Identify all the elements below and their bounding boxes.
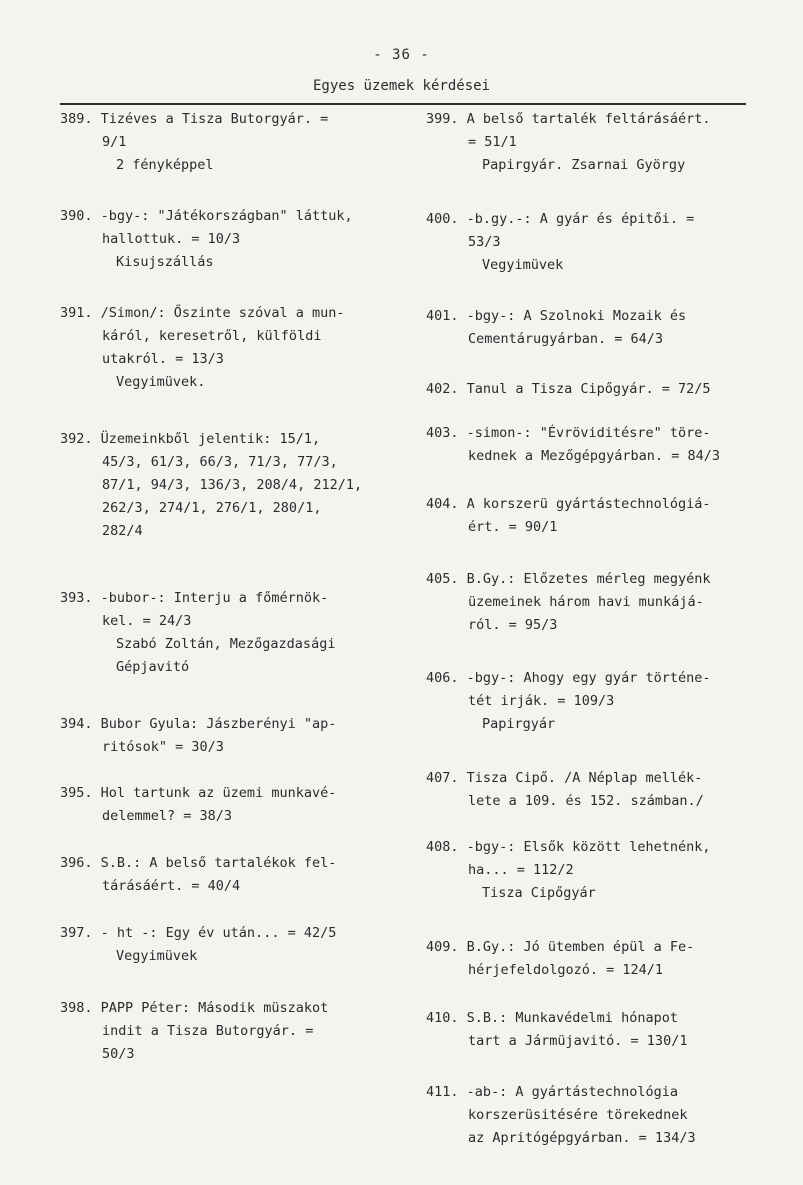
entry-line: Vegyimüvek.	[116, 374, 206, 390]
entry-line: 9/1	[102, 134, 127, 150]
entry-line: utakról. = 13/3	[102, 351, 224, 367]
entry-line: delemmel? = 38/3	[102, 808, 233, 824]
entry-line: 394. Bubor Gyula: Jászberényi "ap-	[60, 716, 337, 732]
right-entry	[426, 108, 710, 177]
entry-line: 407. Tisza Cipő. /A Néplap mellék-	[426, 770, 703, 786]
entry-line: 390. -bgy-: "Játékországban" láttuk,	[60, 208, 353, 224]
entry-line: 408. -bgy-: Elsők között lehetnénk,	[426, 839, 711, 855]
right-entry	[426, 1081, 696, 1150]
entry-line: 398. PAPP Péter: Második müszakot	[60, 1000, 329, 1016]
entry-line: az Apritógépgyárban. = 134/3	[468, 1130, 696, 1146]
entry-line: 87/1, 94/3, 136/3, 208/4, 212/1,	[102, 477, 363, 493]
entry-line: ról. = 95/3	[468, 617, 558, 633]
entry-line: tart a Jármüjavitó. = 130/1	[468, 1033, 688, 1049]
entry-line: 410. S.B.: Munkavédelmi hónapot	[426, 1010, 678, 1026]
entry-line: 45/3, 61/3, 66/3, 71/3, 77/3,	[102, 454, 338, 470]
entry-line: 396. S.B.: A belső tartalékok fel-	[60, 855, 337, 871]
entry-line: hérjefeldolgozó. = 124/1	[468, 962, 664, 978]
entry-line: 397. - ht -: Egy év után... = 42/5	[60, 925, 337, 941]
entry-line: ha... = 112/2	[468, 862, 574, 878]
entry-line: kel. = 24/3	[102, 613, 192, 629]
entry-line: 282/4	[102, 523, 143, 539]
entry-line: tárásáért. = 40/4	[102, 878, 241, 894]
right-entry	[426, 208, 694, 277]
right-entry	[426, 568, 710, 637]
entry-line: Kisujszállás	[116, 254, 214, 270]
entry-line: Szabó Zoltán, Mezőgazdasági	[116, 636, 336, 652]
entry-line: kednek a Mezőgépgyárban. = 84/3	[468, 448, 720, 464]
entry-line: Tisza Cipőgyár	[482, 885, 596, 901]
entry-line: ért. = 90/1	[468, 519, 558, 535]
entry-line: 403. -simon-: "Évröviditésre" töre-	[426, 425, 711, 441]
entry-line: 391. /Simon/: Őszinte szóval a mun-	[60, 305, 345, 321]
entry-line: 262/3, 274/1, 276/1, 280/1,	[102, 500, 322, 516]
right-entry	[426, 422, 720, 468]
entry-line: 399. A belső tartalék feltárásáért.	[426, 111, 711, 127]
right-entry	[426, 936, 694, 982]
entry-line: üzemeinek három havi munkájá-	[468, 594, 704, 610]
section-title: Egyes üzemek kérdései	[312, 78, 490, 94]
entry-line: 2 fényképpel	[116, 157, 214, 173]
entry-line: hallottuk. = 10/3	[102, 231, 241, 247]
entry-line: 53/3	[468, 234, 501, 250]
entry-line: 389. Tizéves a Tisza Butorgyár. =	[60, 111, 329, 127]
entry-line: 50/3	[102, 1046, 135, 1062]
right-entry	[426, 667, 710, 736]
page-number: - 36 -	[373, 47, 430, 63]
entry-line: 405. B.Gy.: Előzetes mérleg megyénk	[426, 571, 711, 587]
entry-line: káról, keresetről, külföldi	[102, 328, 322, 344]
entry-line: lete a 109. és 152. számban./	[468, 793, 704, 809]
entry-line: 393. -bubor-: Interju a főmérnök-	[60, 590, 329, 606]
right-entry	[426, 836, 710, 905]
entry-line: ritósok" = 30/3	[102, 739, 224, 755]
right-entry	[426, 1007, 687, 1053]
right-entry	[426, 378, 710, 401]
entry-line: Vegyimüvek	[116, 948, 198, 964]
right-entry	[426, 767, 704, 813]
entry-line: 411. -ab-: A gyártástechnológia	[426, 1084, 678, 1100]
entry-line: tét irják. = 109/3	[468, 693, 615, 709]
entry-line: Gépjavitó	[116, 659, 190, 675]
entry-line: 395. Hol tartunk az üzemi munkavé-	[60, 785, 337, 801]
entry-line: 406. -bgy-: Ahogy egy gyár történe-	[426, 670, 711, 686]
entry-line: Vegyimüvek	[482, 257, 564, 273]
entry-line: 392. Üzemeinkből jelentik: 15/1,	[60, 431, 321, 447]
entry-line: 409. B.Gy.: Jó ütemben épül a Fe-	[426, 939, 695, 955]
entry-line: korszerüsitésére törekednek	[468, 1107, 688, 1123]
entry-line: Cementárugyárban. = 64/3	[468, 331, 664, 347]
entry-line: Papirgyár. Zsarnai György	[482, 157, 686, 173]
entry-line: 404. A korszerü gyártástechnológiá-	[426, 496, 711, 512]
entry-line: 400. -b.gy.-: A gyár és épitői. =	[426, 211, 695, 227]
entry-line: 401. -bgy-: A Szolnoki Mozaik és	[426, 308, 687, 324]
right-entry	[426, 305, 686, 351]
entry-line: 402. Tanul a Tisza Cipőgyár. = 72/5	[426, 381, 711, 397]
entry-line: = 51/1	[468, 134, 517, 150]
entry-line: indit a Tisza Butorgyár. =	[102, 1023, 314, 1039]
right-entry	[426, 493, 710, 539]
entry-line: Papirgyár	[482, 716, 556, 732]
